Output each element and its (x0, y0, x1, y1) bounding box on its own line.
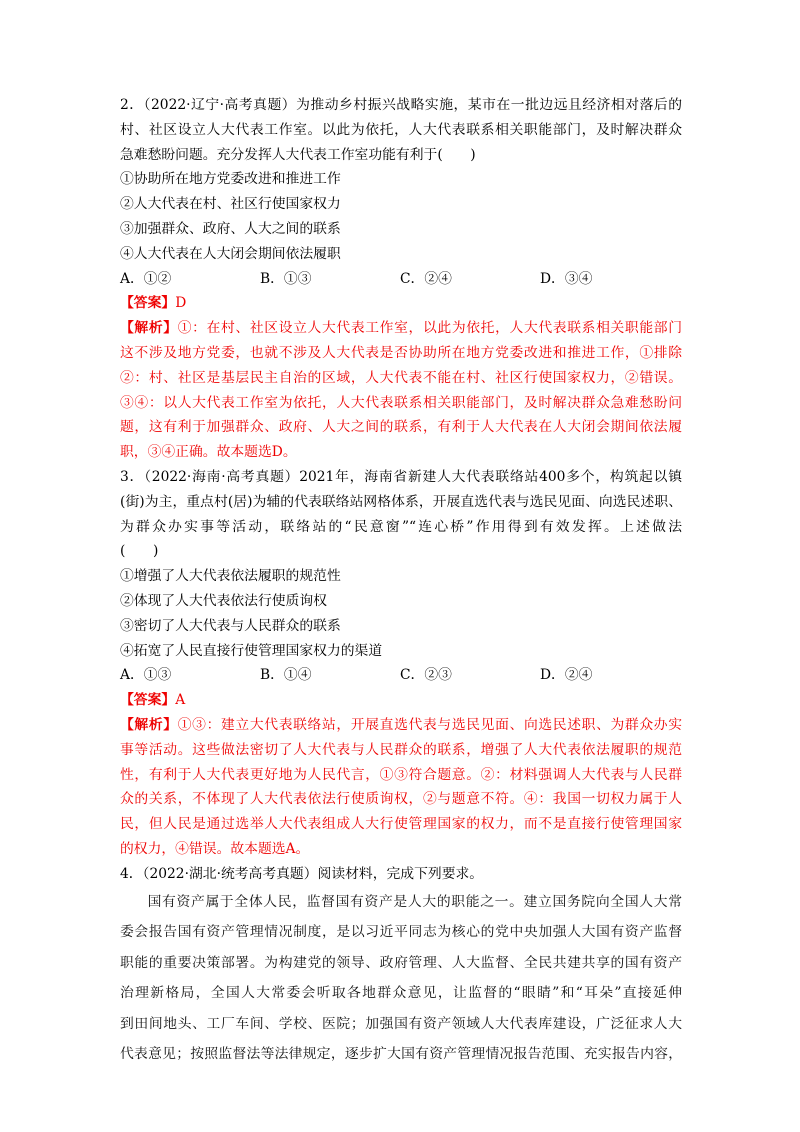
analysis-text: ①③：建立大代表联络站，开展直选代表与选民见面、向选民述职、为群众办实 (177, 716, 683, 733)
answer-line (120, 688, 682, 713)
analysis-label: 【解析】 (120, 716, 178, 733)
reading-material (120, 887, 682, 1070)
answer-label: 【答案】 (120, 295, 176, 312)
answer-line (120, 291, 682, 316)
statement-3: ③密切了人大代表与人民群众的联系 (120, 617, 341, 634)
analysis-line: 性，有利于人大代表更好地为人民代言，①③符合题意。②：材料强调人大代表与人民群 (120, 766, 682, 783)
question-stem-line: 为群众办实事等活动，联络站的“民意窗”“连心桥”作用得到有效发挥。上述做法 (120, 518, 682, 535)
statement-1: ①协助所在地方党委改进和推进工作 (120, 171, 341, 188)
analysis-line (120, 713, 682, 738)
statement-2: ②体现了人大代表依法行使质询权 (120, 592, 327, 609)
analysis-text: ①：在村、社区设立人大代表工作室，以此为依托，人大代表联系相关职能部门 (177, 320, 683, 337)
analysis-line: 事等活动。这些做法密切了人大代表与人民群众的联系，增强了人大代表依法履职的规范 (120, 741, 682, 758)
statement-2: ②人大代表在村、社区行使国家权力 (120, 196, 341, 213)
statement-1: ①增强了人大代表依法履职的规范性 (120, 568, 341, 585)
question-4 (120, 862, 682, 1070)
analysis-line: ③④：以人大代表工作室为依托，人大代表联系相关职能部门，及时解决群众急难愁盼问 (120, 394, 682, 411)
analysis-label: 【解析】 (120, 320, 178, 337)
material-line: 国有资产属于全体人民，监督国有资产是人大的职能之一。建立国务院向全国人大常 (147, 893, 682, 910)
question-stem-line: 村、社区设立人大代表工作室。以此为依托，人大代表联系相关职能部门，及时解决群众 (120, 121, 682, 138)
option-a: A．①③ (120, 667, 172, 684)
option-c: C．②④ (400, 270, 452, 287)
question-stem-line: 2．（2022·辽宁·高考真题）为推动乡村振兴战略实施，某市在一批边远且经济相对落后的 (120, 97, 682, 113)
statement-4: ④拓宽了人民直接行使管理国家权力的渠道 (120, 642, 383, 659)
material-line: 代表意见；按照监督法等法律规定，逐步扩大国有资产管理情况报告范围、充实报告内容， (120, 1046, 682, 1062)
analysis-line: 众的关系，不体现了人大代表依法行使质询权，②与题意不符。④：我国一切权力属于人 (120, 791, 682, 808)
options-row (120, 267, 682, 292)
question-stem-line: 3．（2022·海南·高考真题）2021年，海南省新建人大代表联络站400多个，构筑起以镇 (120, 468, 682, 485)
option-d: D．②④ (540, 667, 593, 684)
material-line: 治理新格局，全国人大常委会听取各地群众意见，让监督的“眼睛”和“耳朵”直接延伸 (120, 985, 682, 1001)
option-b: B．①④ (260, 667, 312, 684)
answer-blank: ( ) (120, 543, 159, 560)
question-3 (120, 465, 682, 862)
option-c: C．②③ (400, 667, 452, 684)
analysis-line: 的权力，④错误。故本题选A。 (120, 840, 310, 857)
analysis-line: ②：村、社区是基层民主自治的区域，人大代表不能在村、社区行使国家权力，②错误。 (120, 369, 682, 386)
question-stem-line: (街)为主，重点村(居)为辅的代表联络站网格体系，开展直选代表与选民见面、向选民述职、 (120, 493, 682, 510)
options-row (120, 663, 682, 688)
option-d: D．③④ (540, 270, 593, 287)
answer-value: D (175, 295, 187, 312)
question-2 (120, 93, 682, 465)
question-stem-line: 急难愁盼问题。充分发挥人大代表工作室功能有利于( ) (120, 146, 476, 163)
answer-label: 【答案】 (120, 692, 176, 709)
statement-4: ④人大代表在人大闭会期间依法履职 (120, 245, 341, 262)
option-a: A．①② (120, 270, 172, 287)
option-b: B．①③ (260, 270, 312, 287)
material-line: 委会报告国有资产管理情况制度，是以习近平同志为核心的党中央加强人大国有资产监督 (120, 924, 682, 940)
statement-3: ③加强群众、政府、人大之间的联系 (120, 220, 341, 237)
analysis-line: 题，这有利于加强群众、政府、人大之间的联系，有利于人大代表在人大闭会期间依法履 (120, 419, 682, 436)
material-line: 到田间地头、工厂车间、学校、医院；加强国有资产领域人大代表库建设，广泛征求人大 (120, 1015, 682, 1032)
analysis-line (120, 316, 682, 341)
analysis-line: 这不涉及地方党委，也就不涉及人大代表是否协助所在地方党委改进和推进工作，①排除 (120, 344, 682, 361)
analysis-line: 民，但人民是通过选举人大代表组成人大行使管理国家的权力，而不是直接行使管理国家 (120, 816, 682, 833)
material-line: 职能的重要决策部署。为构建党的领导、政府管理、人大监督、全民共建共享的国有资产 (120, 954, 682, 971)
page-content (120, 93, 682, 1070)
question-stem-line: 4．（2022·湖北·统考高考真题）阅读材料，完成下列要求。 (120, 865, 484, 882)
answer-value: A (175, 692, 186, 709)
analysis-line: 职，③④正确。故本题选D。 (120, 444, 297, 461)
